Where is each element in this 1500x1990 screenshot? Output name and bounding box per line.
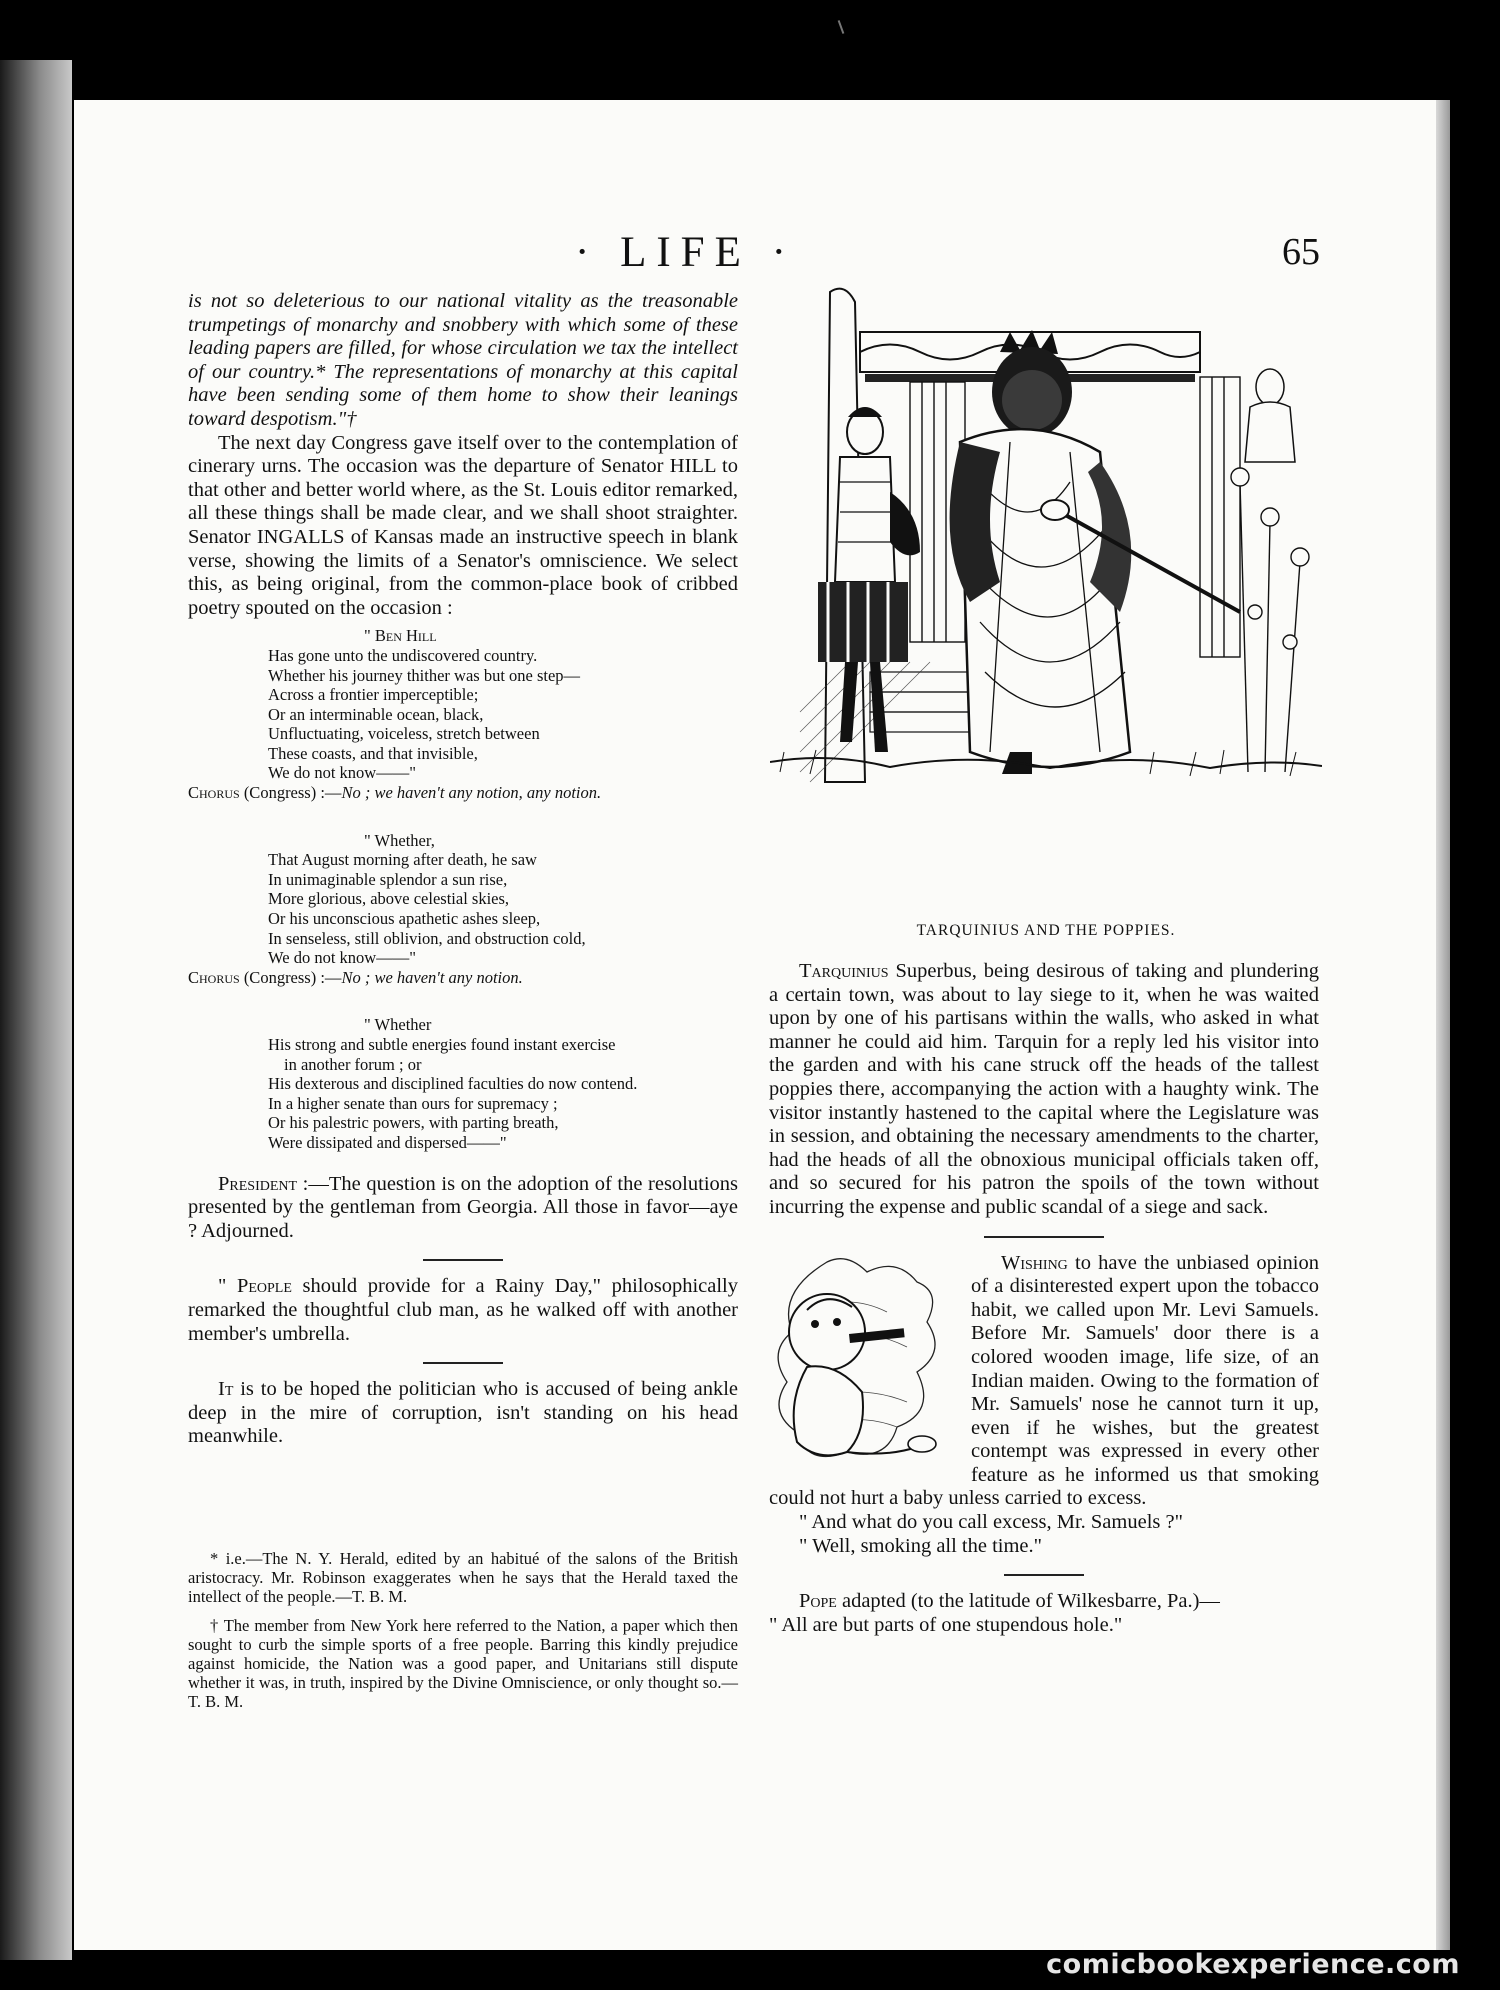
verse-line: These coasts, and that invisible,: [268, 743, 478, 763]
verse-line: That August morning after death, he saw: [268, 850, 537, 870]
figure-caption: TARQUINIUS AND THE POPPIES.: [916, 922, 1176, 939]
chorus-line: [188, 968, 738, 988]
footnotes: [188, 1542, 738, 1721]
politician-paragraph: [188, 1378, 738, 1449]
chorus-label: Chorus: [188, 967, 240, 987]
verse-line: Has gone unto the undiscovered country.: [268, 645, 538, 665]
dialogue-line: " Well, smoking all the time.": [799, 1534, 1043, 1557]
verse-line: Unfluctuating, voiceless, stretch between: [268, 724, 540, 744]
wishing-text: to have the unbiased opinion of a disinterested expert upon the tobacco habit, we called upon Mr. Levi Samuels. Before Mr. Samuels' door there is a colored wooden image, life size, of an Indian maiden. Owing to the formation of Mr. Samuels' nose he cannot turn it up, even if he wishes, but the greatest contempt was expressed in every other feature as he informed us that smoking could not hurt a baby unless carried to excess.: [769, 1251, 1319, 1510]
chorus-text: No ; we haven't any notion.: [341, 967, 523, 987]
verse-line: His strong and subtle energies found instant exercise: [268, 1035, 616, 1054]
dialogue-line: " And what do you call excess, Mr. Samuels ?": [799, 1511, 1183, 1534]
verse-line: Or an interminable ocean, black,: [268, 704, 484, 724]
chorus-speaker: (Congress) :—: [243, 783, 342, 803]
tarquinius-illustration: [770, 282, 1322, 786]
section-divider: [1004, 1574, 1084, 1576]
left-column: [188, 290, 738, 1449]
wishing-lead: Wishing: [1001, 1251, 1068, 1274]
president-label: President :: [218, 1172, 309, 1195]
verse-whether-2: [188, 1015, 738, 1152]
footnote-nation: † The member from New York here referred to the Nation, a paper which then sought to curb the simple sports of a free people. Barring this kindly prejudice against homicide, the Nation was a good paper, and Unitarians still dispute whether it was, in truth, inspired by the Divine Omniscience, or only thought so.—T. B. M.: [188, 1616, 738, 1711]
verse-line: We do not know——": [268, 948, 416, 968]
politician-text: is to be hoped the politician who is accused of being ankle deep in the mire of corruption, isn't standing on his head meanwhile.: [188, 1378, 738, 1448]
page-edge: [1436, 100, 1450, 1950]
verse-title: " Ben Hill: [364, 626, 437, 646]
chorus-line: [188, 783, 738, 803]
section-divider: [423, 1362, 503, 1364]
rainy-day-lead: " People: [218, 1275, 292, 1298]
verse-line: His dexterous and disciplined faculties do now contend.: [268, 1074, 638, 1094]
verse-line: In unimaginable splendor a sun rise,: [268, 869, 508, 889]
intro-italic-paragraph: is not so deleterious to our national vitality as the treasonable trumpetings of monarchy and snobbery with which some of these leading papers are filled, for whose circulation we tax the intellect of our country.* The representations of monarchy at this capital have been sending some of them home to show their leanings toward despotism."†: [188, 290, 738, 430]
scan-mark: [838, 20, 845, 34]
verse-title: " Whether,: [364, 830, 435, 850]
verse-line: In a higher senate than ours for supremacy ;: [268, 1093, 558, 1113]
verse-title: " Whether: [364, 1015, 432, 1035]
tarquinius-text: Superbus, being desirous of taking and plundering a certain town, was about to lay siege to it, when he was waited upon by one of his partisans within the walls, who asked in what manner he could aid him. Tarquin for a reply led his visitor into the garden and with his cane struck off the heads of the tallest poppies there, accompanying the action with a haughty wink. The visitor instantly hastened to the capital where the Legislature was in session, and obtaining the necessary amendments to the charter, had the heads of all the obnoxious municipal officials taken off, and so secured for his patron the spoils of the town without incurring the expense and public scandal of a siege and sack.: [769, 960, 1319, 1218]
verse-line: We do not know——": [268, 763, 416, 783]
chorus-text: No ; we haven't any notion, any notion.: [341, 783, 602, 803]
smoking-baby-illustration: [767, 1252, 963, 1472]
chorus-label: Chorus: [188, 783, 240, 803]
verse-line: More glorious, above celestial skies,: [268, 889, 510, 909]
verse-line: Whether his journey thither was but one step—: [268, 665, 581, 685]
pope-paragraph: [769, 1590, 1319, 1614]
section-divider: [984, 1236, 1104, 1238]
page-header-text: [0, 228, 1500, 288]
footnote-herald: * i.e.—The N. Y. Herald, edited by an habitué of the salons of the British aristocracy. Mr. Robinson exaggerates when he says that the Herald taxed the intellect of the people.—T. B. M.: [188, 1549, 738, 1606]
verse-ben-hill: [188, 626, 738, 802]
right-column: [769, 960, 1319, 1637]
verse-line: In senseless, still oblivion, and obstruction cold,: [268, 928, 586, 948]
congress-paragraph: The next day Congress gave itself over to the contemplation of cinerary urns. The occasion was the departure of Senator HILL to that other and better world where, as the St. Louis editor remarked, all these things shall be made clear, and we shall shoot straighter. Senator INGALLS of Kansas made an instructive speech in blank verse, showing the limits of a Senator's omniscience. We select this, as being original, from the common-place book of cribbed poetry spouted on the occasion :: [188, 431, 738, 619]
tarquinius-engraving: [770, 282, 1322, 786]
pope-lead: Pope: [799, 1590, 837, 1613]
masthead: · LIFE ·: [575, 229, 796, 276]
chorus-speaker: (Congress) :—: [243, 967, 342, 987]
verse-line: Were dissipated and dispersed——": [268, 1132, 507, 1152]
scan-shadow: [0, 60, 72, 1960]
verse-line: Or his unconscious apathetic ashes sleep,: [268, 909, 541, 929]
tarquinius-lead: Tarquinius: [799, 960, 889, 982]
president-paragraph: [188, 1173, 738, 1244]
verse-whether-1: [188, 831, 738, 988]
president-text: —The question is on the adoption of the resolutions presented by the gentleman from Georgia. All those in favor—aye ? Adjourned.: [188, 1172, 738, 1242]
politician-lead: It: [218, 1378, 234, 1401]
rainy-day-text: should provide for a Rainy Day," philosophically remarked the thoughtful club man, as he walked off with another member's umbrella.: [188, 1275, 739, 1345]
rainy-day-paragraph: [188, 1275, 738, 1346]
verse-line: Or his palestric powers, with parting breath,: [268, 1113, 559, 1133]
section-divider: [423, 1259, 503, 1261]
pope-quote: " All are but parts of one stupendous hole.": [769, 1613, 1123, 1636]
page-number: 65: [1282, 231, 1320, 273]
verse-line: Across a frontier imperceptible;: [268, 685, 479, 705]
site-watermark: comicbookexperience.com: [1046, 1949, 1460, 1980]
verse-line: in another forum ; or: [284, 1054, 422, 1074]
pope-text: adapted (to the latitude of Wilkesbarre, Pa.)—: [836, 1590, 1220, 1613]
tarquinius-paragraph: [769, 960, 1319, 1220]
